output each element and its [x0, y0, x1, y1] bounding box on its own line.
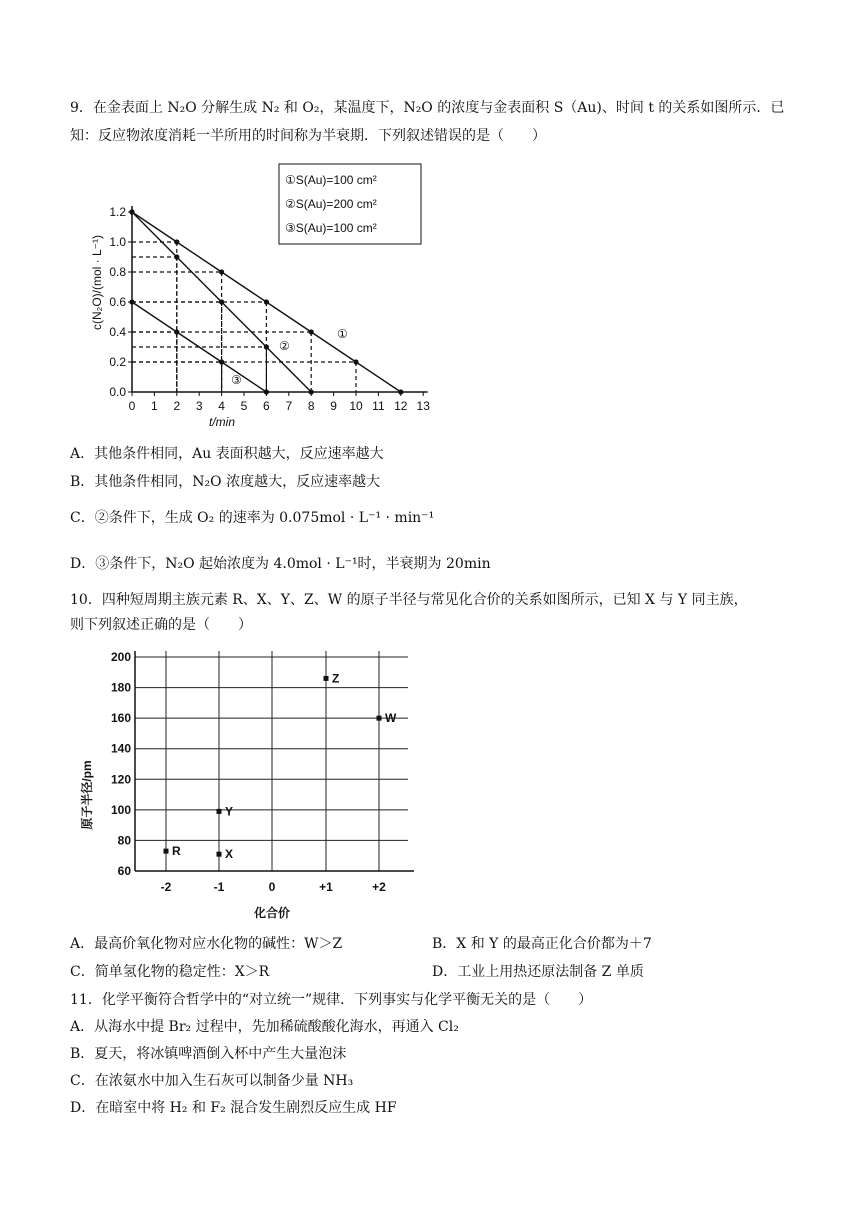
point-label-W: W	[385, 711, 397, 726]
x-tick-label: 9	[330, 399, 337, 413]
q9-option-d[interactable]: D．③条件下，N₂O 起始浓度为 4.0mol · L⁻¹时，半衰期为 20min	[70, 556, 491, 572]
chart1-legend-2: ②S(Au)=200 cm²	[285, 197, 377, 211]
chart1-y-title: c(N₂O)/(mol · L⁻¹)	[90, 235, 104, 330]
q9-option-a[interactable]: A．其他条件相同，Au 表面积越大，反应速率越大	[70, 446, 384, 462]
series-1-point	[309, 329, 314, 334]
x-tick-label: 3	[195, 399, 203, 413]
series-1-point	[264, 299, 269, 304]
y-tick-label: 0.6	[109, 295, 126, 309]
y-tick-label: 0.8	[109, 265, 126, 279]
x-tick-label: 8	[307, 399, 315, 413]
x-tick-label: 1	[151, 399, 158, 413]
q9-chart	[85, 160, 445, 430]
q10-option-b[interactable]: B．X 和 Y 的最高正化合价都为＋7	[432, 936, 652, 952]
q9-stem-line2: 知：反应物浓度消耗一半所用的时间称为半衰期．下列叙述错误的是（ ）	[70, 128, 546, 144]
q10-stem-line1: 10．四种短周期主族元素 R、X、Y、Z、W 的原子半径与常见化合价的关系如图所示，已知 X 与 Y 同主族，	[70, 592, 748, 608]
series-3-point	[174, 329, 179, 334]
chart1-curve-label-2: ②	[279, 339, 290, 353]
point-label-Z: Z	[332, 671, 340, 686]
chart1-curve-label-3: ③	[231, 373, 242, 387]
x-tick-label: -2	[160, 880, 172, 894]
series-2-point	[264, 344, 269, 349]
point-Y	[217, 809, 222, 814]
y-tick-label: 100	[110, 802, 131, 817]
y-tick-label: 0.2	[109, 355, 126, 369]
x-tick-label: 7	[285, 399, 293, 413]
point-W	[377, 716, 382, 721]
series-1-point	[174, 239, 179, 244]
y-tick-label: 140	[110, 741, 131, 756]
q11-option-d[interactable]: D．在暗室中将 H₂ 和 F₂ 混合发生剧烈反应生成 HF	[70, 1100, 397, 1116]
x-tick-label: 4	[218, 399, 225, 413]
q11-option-c[interactable]: C．在浓氨水中加入生石灰可以制备少量 NH₃	[70, 1073, 354, 1089]
x-tick-label: 6	[263, 399, 270, 413]
x-tick-label: 0	[128, 399, 136, 413]
q10-chart	[75, 645, 425, 925]
q11-option-b[interactable]: B．夏天，将冰镇啤酒倒入杯中产生大量泡沫	[70, 1046, 347, 1062]
q10-stem-line2: 则下列叙述正确的是（ ）	[70, 617, 252, 633]
y-tick-label: 120	[110, 772, 131, 787]
chart1-legend-1: ①S(Au)=100 cm²	[285, 173, 377, 187]
chart2-axes	[135, 651, 414, 871]
y-tick-label: 160	[110, 711, 131, 726]
x-tick-label: -1	[213, 880, 225, 894]
x-tick-label: 5	[240, 399, 248, 413]
q10-option-d[interactable]: D．工业上用热还原法制备 Z 单质	[432, 964, 644, 980]
point-Z	[324, 676, 329, 681]
y-tick-label: 180	[110, 680, 131, 695]
chart2-points	[164, 671, 398, 861]
y-tick-label: 80	[117, 833, 131, 848]
point-label-R: R	[172, 844, 181, 859]
point-R	[164, 849, 169, 854]
x-tick-label: 0	[268, 880, 276, 894]
y-tick-label: 1.2	[109, 205, 126, 219]
point-label-Y: Y	[225, 804, 234, 819]
y-tick-label: 60	[117, 864, 131, 878]
chart2-tick-labels	[111, 650, 386, 894]
series-2-point	[219, 299, 224, 304]
y-tick-label: 0.4	[109, 325, 126, 339]
y-tick-label: 0.0	[109, 385, 126, 399]
chart1-legend-3: ③S(Au)=100 cm²	[285, 221, 377, 235]
x-tick-label: +1	[319, 880, 333, 894]
chart1-curve-label-1: ①	[337, 327, 348, 341]
q9-stem-line1: 9．在金表面上 N₂O 分解生成 N₂ 和 O₂，某温度下，N₂O 的浓度与金表面积 S（Au)、时间 t 的关系如图所示．已	[70, 100, 785, 116]
series-1-point	[353, 359, 358, 364]
point-label-X: X	[225, 847, 234, 862]
point-X	[217, 852, 222, 857]
y-tick-label: 200	[110, 650, 131, 664]
series-1-point	[219, 269, 224, 274]
x-tick-label: +2	[372, 880, 386, 894]
series-2-point	[174, 254, 179, 259]
series-3-point	[219, 359, 224, 364]
chart2-x-title: 化合价	[253, 906, 291, 920]
q9-option-b[interactable]: B．其他条件相同，N₂O 浓度越大，反应速率越大	[70, 474, 381, 490]
chart1-x-title: t/min	[209, 415, 236, 429]
q11-option-a[interactable]: A．从海水中提 Br₂ 过程中，先加稀硫酸酸化海水，再通入 Cl₂	[70, 1019, 459, 1035]
q11-stem: 11．化学平衡符合哲学中的“对立统一”规律．下列事实与化学平衡无关的是（ ）	[70, 992, 593, 1008]
chart2-grid	[135, 651, 408, 871]
x-tick-label: 11	[372, 399, 385, 413]
q9-option-c[interactable]: C．②条件下，生成 O₂ 的速率为 0.075mol · L⁻¹ · min⁻¹	[70, 510, 435, 526]
x-tick-label: 13	[416, 399, 430, 413]
chart1-guides	[132, 242, 356, 392]
q10-option-a[interactable]: A．最高价氧化物对应水化物的碱性：W＞Z	[70, 936, 343, 952]
q10-option-c[interactable]: C．简单氢化物的稳定性：X＞R	[70, 964, 270, 980]
y-tick-label: 1.0	[109, 235, 126, 249]
chart2-y-title: 原子半径/pm	[80, 760, 94, 830]
x-tick-label: 10	[349, 399, 363, 413]
x-tick-label: 2	[173, 399, 181, 413]
x-tick-label: 12	[394, 399, 408, 413]
